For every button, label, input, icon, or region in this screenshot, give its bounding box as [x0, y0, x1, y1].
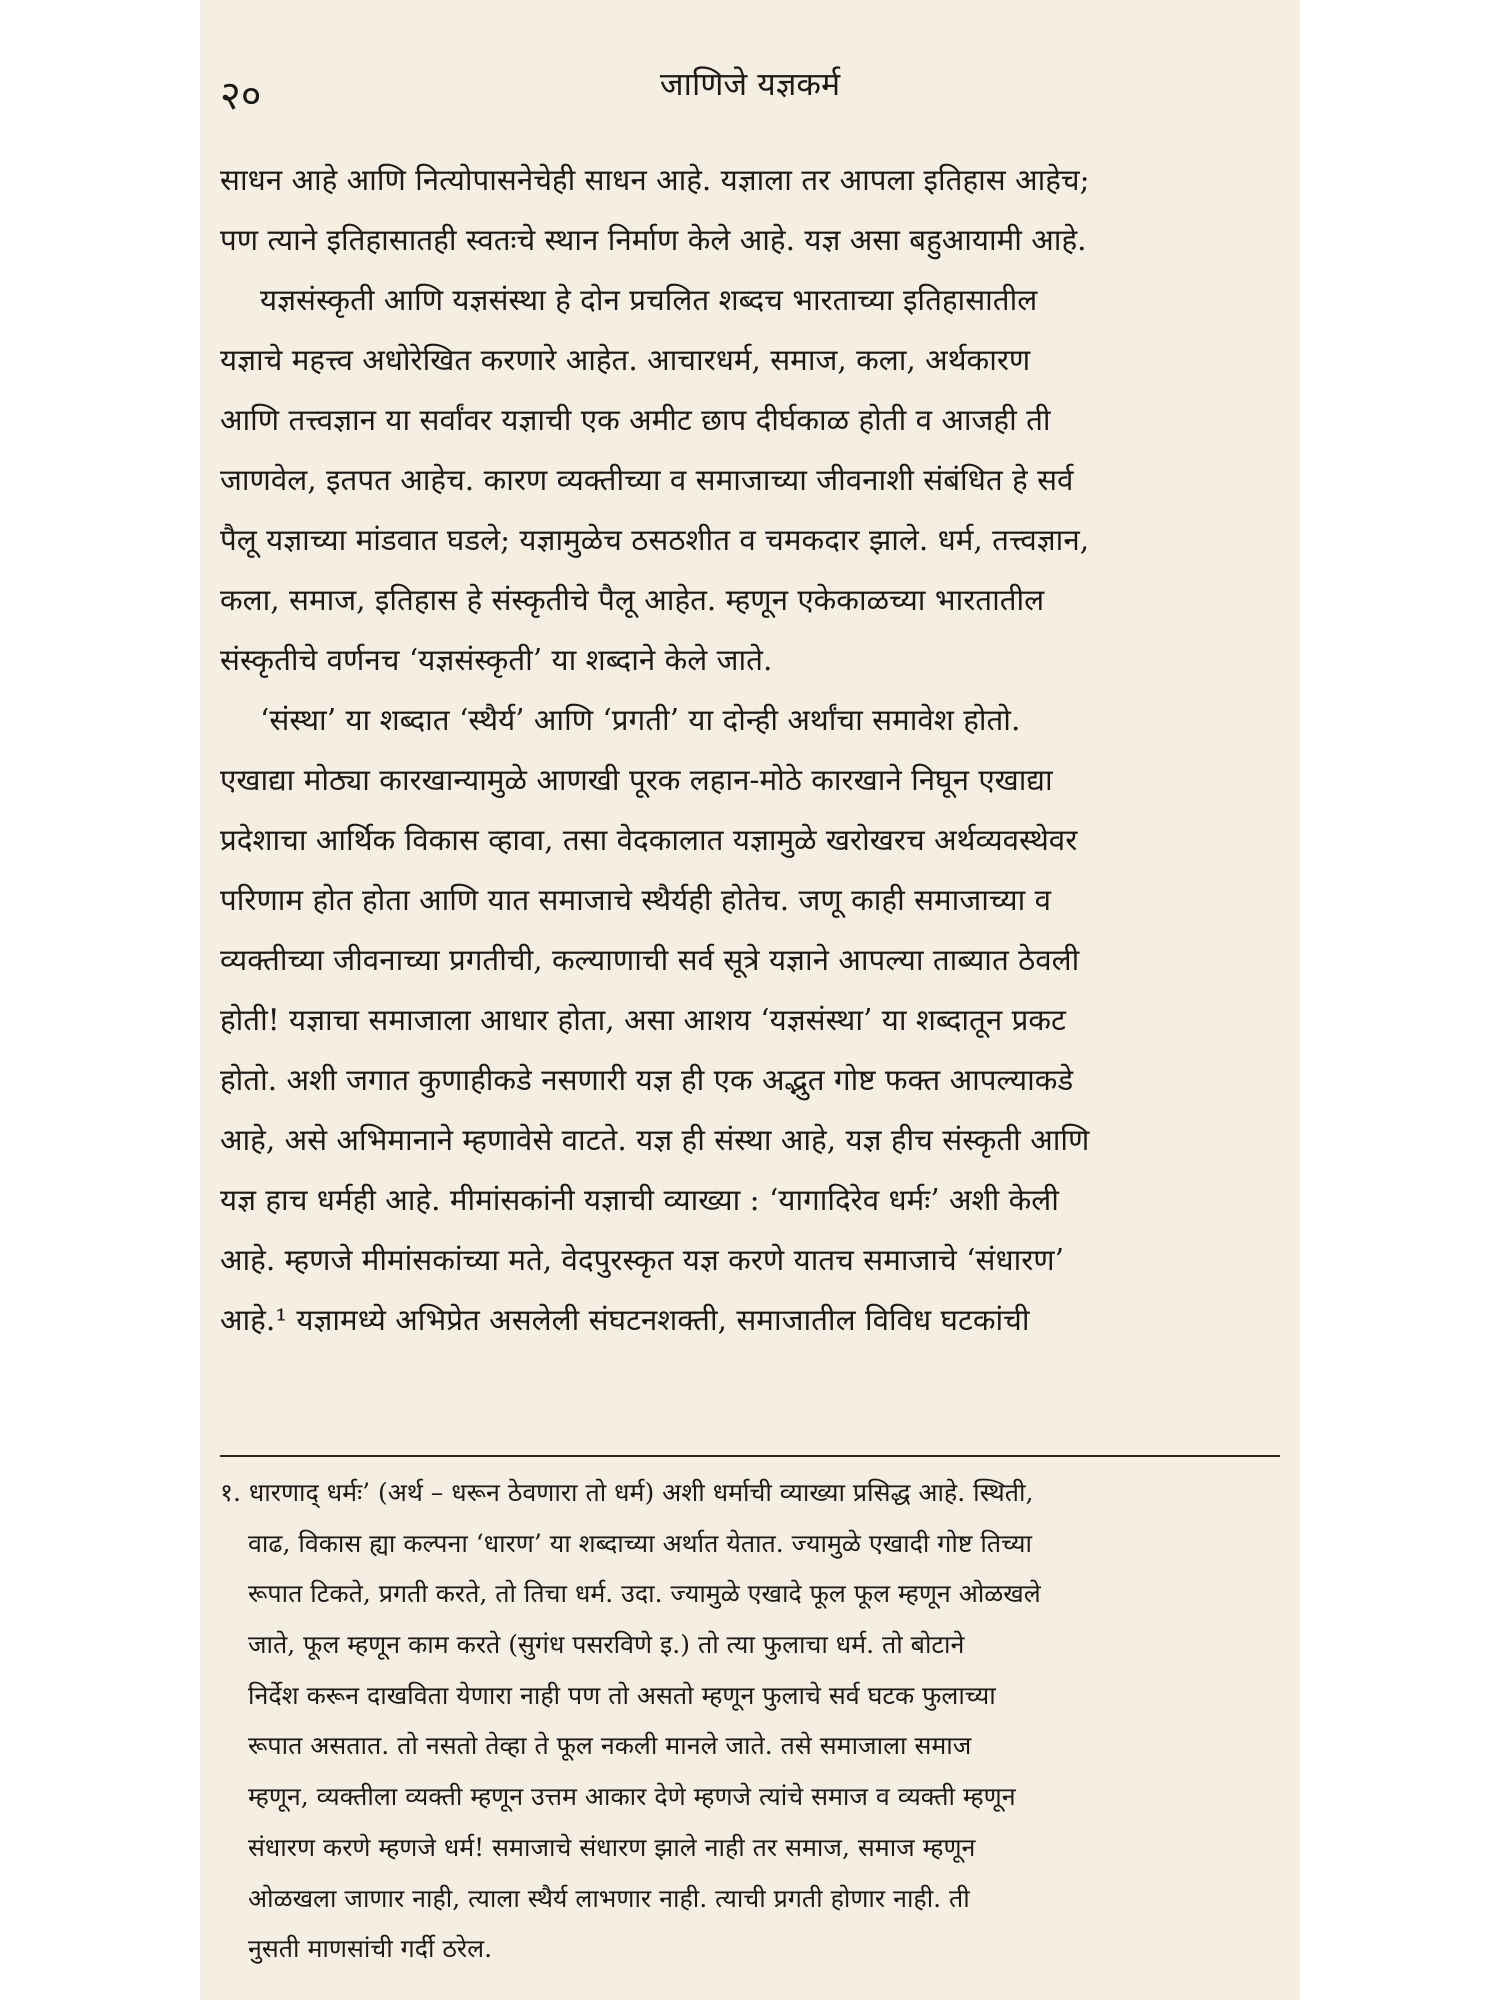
footnote-line: जाते, फूल म्हणून काम करते (सुगंध पसरविणे इ.) तो त्या फुलाचा धर्म. तो बोटाने	[248, 1630, 965, 1660]
footnote-line: ओळखला जाणार नाही, त्याला स्थैर्य लाभणार नाही. त्याची प्रगती होणार नाही. ती	[248, 1883, 970, 1913]
body-line: आहे, असे अभिमानाने म्हणावेसे वाटते. यज्ञ ही संस्था आहे, यज्ञ हीच संस्कृती आणि	[220, 1123, 1090, 1157]
footnote-line: वाढ, विकास ह्या कल्पना ‘धारण’ या शब्दाच्या अर्थात येतात. ज्यामुळे एखादी गोष्ट तिच्या	[248, 1528, 1033, 1558]
footnote-line: रूपात असतात. तो नसतो तेव्हा ते फूल नकली मानले जाते. तसे समाजाला समाज	[248, 1731, 972, 1761]
page-number: २०	[220, 73, 262, 119]
body-line: होतो. अशी जगात कुणाहीकडे नसणारी यज्ञ ही एक अद्भुत गोष्ट फक्त आपल्याकडे	[220, 1063, 1074, 1097]
footnote-line: रूपात टिकते, प्रगती करते, तो तिचा धर्म. उदा. ज्यामुळे एखादे फूल फूल म्हणून ओळखले	[248, 1579, 1041, 1609]
body-line: पण त्याने इतिहासातही स्वतःचे स्थान निर्माण केले आहे. यज्ञ असा बहुआयामी आहे.	[220, 223, 1087, 257]
body-line: यज्ञाचे महत्त्व अधोरेखित करणारे आहेत. आचारधर्म, समाज, कला, अर्थकारण	[220, 343, 1031, 377]
body-line: आणि तत्त्वज्ञान या सर्वांवर यज्ञाची एक अमीट छाप दीर्घकाळ होती व आजही ती	[220, 403, 1051, 437]
body-line: पैलू यज्ञाच्या मांडवात घडले; यज्ञामुळेच ठसठशीत व चमकदार झाले. धर्म, तत्त्वज्ञान,	[220, 523, 1090, 557]
body-line: व्यक्तीच्या जीवनाच्या प्रगतीची, कल्याणाची सर्व सूत्रे यज्ञाने आपल्या ताब्यात ठेवली	[220, 943, 1080, 977]
body-line: जाणवेल, इतपत आहेच. कारण व्यक्तीच्या व समाजाच्या जीवनाशी संबंधित हे सर्व	[220, 463, 1074, 497]
footnote-line: म्हणून, व्यक्तीला व्यक्ती म्हणून उत्तम आकार देणे म्हणजे त्यांचे समाज व व्यक्ती म्हणून	[248, 1782, 1016, 1812]
book-page	[200, 0, 1300, 2000]
body-line: कला, समाज, इतिहास हे संस्कृतीचे पैलू आहेत. म्हणून एकेकाळच्या भारतातील	[220, 583, 1045, 617]
body-text	[220, 150, 1280, 1350]
footnote	[220, 1468, 1280, 1975]
footnote-line: १. धारणाद् धर्मः’ (अर्थ – धरून ठेवणारा तो धर्म) अशी धर्माची व्याख्या प्रसिद्ध आहे. स्थिती,	[220, 1478, 1034, 1507]
body-line: आहे. म्हणजे मीमांसकांच्या मते, वेदपुरस्कृत यज्ञ करणे यातच समाजाचे ‘संधारण’	[220, 1243, 1065, 1277]
footnote-divider	[220, 1455, 1280, 1457]
body-line: यज्ञ हाच धर्मही आहे. मीमांसकांनी यज्ञाची व्याख्या : ‘यागादिरेव धर्मः’ अशी केली	[220, 1183, 1059, 1217]
body-line: परिणाम होत होता आणि यात समाजाचे स्थैर्यही होतेच. जणू काही समाजाच्या व	[220, 883, 1052, 917]
body-line: यज्ञसंस्कृती आणि यज्ञसंस्था हे दोन प्रचलित शब्दच भारताच्या इतिहासातील	[260, 283, 1038, 317]
body-line: होती! यज्ञाचा समाजाला आधार होता, असा आशय ‘यज्ञसंस्था’ या शब्दातून प्रकट	[220, 1003, 1066, 1037]
footnote-line: निर्देश करून दाखविता येणारा नाही पण तो असतो म्हणून फुलाचे सर्व घटक फुलाच्या	[248, 1680, 996, 1710]
page-header	[220, 65, 1280, 119]
body-line: एखाद्या मोठ्या कारखान्यामुळे आणखी पूरक लहान-मोठे कारखाने निघून एखाद्या	[220, 763, 1053, 797]
body-line: प्रदेशाचा आर्थिक विकास व्हावा, तसा वेदकालात यज्ञामुळे खरोखरच अर्थव्यवस्थेवर	[220, 823, 1078, 857]
body-line: साधन आहे आणि नित्योपासनेचेही साधन आहे. यज्ञाला तर आपला इतिहास आहेच;	[220, 163, 1090, 197]
footnote-line: संधारण करणे म्हणजे धर्म! समाजाचे संधारण झाले नाही तर समाज, समाज म्हणून	[248, 1832, 976, 1862]
body-line: संस्कृतीचे वर्णनच ‘यज्ञसंस्कृती’ या शब्दाने केले जाते.	[220, 643, 773, 677]
footnote-line: नुसती माणसांची गर्दी ठरेल.	[248, 1934, 493, 1964]
body-line: आहे.¹ यज्ञामध्ये अभिप्रेत असलेली संघटनशक्ती, समाजातील विविध घटकांची	[220, 1303, 1030, 1337]
running-title: जाणिजे यज्ञकर्म	[659, 65, 841, 103]
body-line: ‘संस्था’ या शब्दात ‘स्थैर्य’ आणि ‘प्रगती’ या दोन्ही अर्थांचा समावेश होतो.	[260, 703, 1021, 737]
